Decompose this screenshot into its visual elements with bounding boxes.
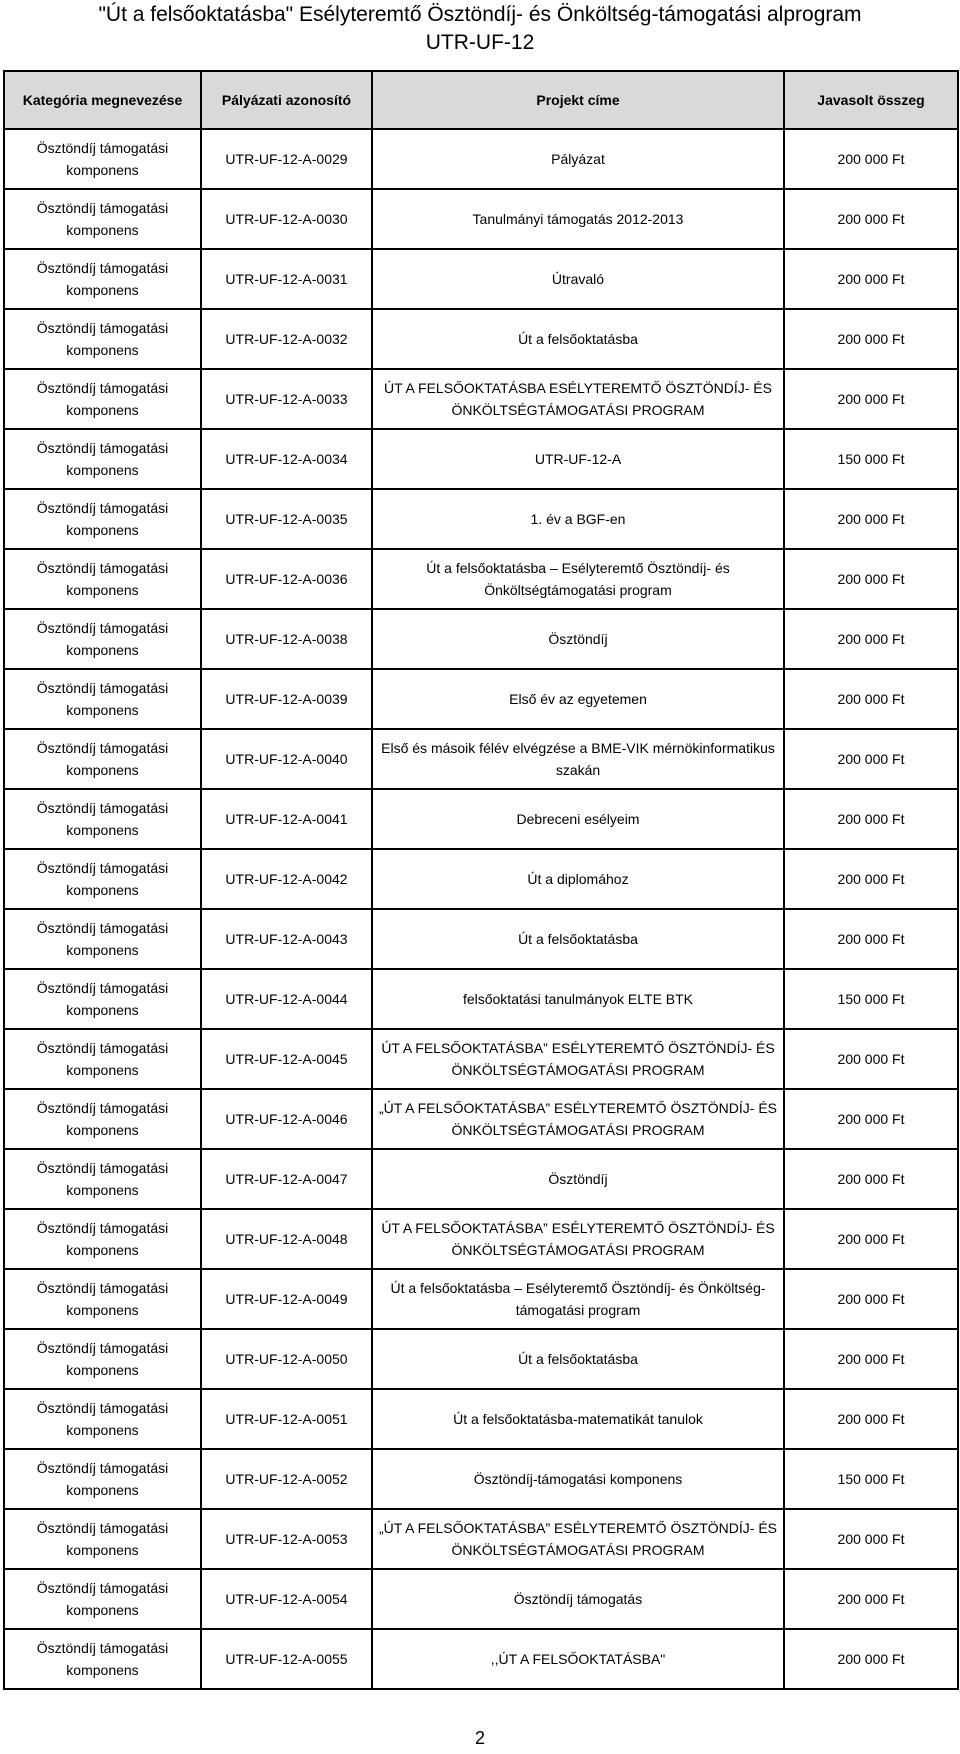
- category-cell: Ösztöndíj támogatási komponens: [4, 1329, 201, 1389]
- table-row: [4, 909, 958, 969]
- table-row: [4, 789, 958, 849]
- id-cell: UTR-UF-12-A-0034: [201, 429, 372, 489]
- column-header-category: Kategória megnevezése: [4, 71, 201, 129]
- table-row: [4, 369, 958, 429]
- title-cell: Út a felsőoktatásba: [372, 1329, 784, 1389]
- category-cell: Ösztöndíj támogatási komponens: [4, 1569, 201, 1629]
- grant-table: [3, 70, 959, 1690]
- title-cell: felsőoktatási tanulmányok ELTE BTK: [372, 969, 784, 1029]
- title-cell: Tanulmányi támogatás 2012-2013: [372, 189, 784, 249]
- category-cell: Ösztöndíj támogatási komponens: [4, 1029, 201, 1089]
- title-cell: Pályázat: [372, 129, 784, 189]
- id-cell: UTR-UF-12-A-0051: [201, 1389, 372, 1449]
- amount-cell: 200 000 Ft: [784, 129, 958, 189]
- amount-cell: 200 000 Ft: [784, 189, 958, 249]
- table-row: [4, 1209, 958, 1269]
- amount-cell: 200 000 Ft: [784, 909, 958, 969]
- document-subtitle: UTR-UF-12: [425, 31, 535, 54]
- title-cell: Első és másoik félév elvégzése a BME-VIK mérnökinformatikus szakán: [372, 729, 784, 789]
- title-cell: Út a felsőoktatásba: [372, 909, 784, 969]
- table-row: [4, 609, 958, 669]
- column-header-amount: Javasolt összeg: [784, 71, 958, 129]
- title-cell: „ÚT A FELSŐOKTATÁSBA” ESÉLYTEREMTŐ ÖSZTÖNDÍJ- ÉS ÖNKÖLTSÉGTÁMOGATÁSI PROGRAM: [372, 1089, 784, 1149]
- category-cell: Ösztöndíj támogatási komponens: [4, 909, 201, 969]
- table-row: [4, 309, 958, 369]
- id-cell: UTR-UF-12-A-0053: [201, 1509, 372, 1569]
- page-number: 2: [474, 1728, 485, 1748]
- amount-cell: 200 000 Ft: [784, 1569, 958, 1629]
- category-cell: Ösztöndíj támogatási komponens: [4, 1509, 201, 1569]
- table-row: [4, 969, 958, 1029]
- id-cell: UTR-UF-12-A-0044: [201, 969, 372, 1029]
- amount-cell: 200 000 Ft: [784, 1149, 958, 1209]
- category-cell: Ösztöndíj támogatási komponens: [4, 369, 201, 429]
- title-cell: ÚT A FELSŐOKTATÁSBA ESÉLYTEREMTŐ ÖSZTÖNDÍJ- ÉS ÖNKÖLTSÉGTÁMOGATÁSI PROGRAM: [372, 369, 784, 429]
- amount-cell: 150 000 Ft: [784, 969, 958, 1029]
- amount-cell: 150 000 Ft: [784, 1449, 958, 1509]
- category-cell: Ösztöndíj támogatási komponens: [4, 969, 201, 1029]
- category-cell: Ösztöndíj támogatási komponens: [4, 309, 201, 369]
- column-header-title: Projekt címe: [372, 71, 784, 129]
- category-cell: Ösztöndíj támogatási komponens: [4, 789, 201, 849]
- id-cell: UTR-UF-12-A-0052: [201, 1449, 372, 1509]
- table-row: [4, 849, 958, 909]
- amount-cell: 200 000 Ft: [784, 669, 958, 729]
- title-cell: 1. év a BGF-en: [372, 489, 784, 549]
- title-cell: Ösztöndíj: [372, 1149, 784, 1209]
- id-cell: UTR-UF-12-A-0048: [201, 1209, 372, 1269]
- table-row: [4, 1509, 958, 1569]
- table-row: [4, 669, 958, 729]
- amount-cell: 200 000 Ft: [784, 489, 958, 549]
- category-cell: Ösztöndíj támogatási komponens: [4, 609, 201, 669]
- amount-cell: 200 000 Ft: [784, 609, 958, 669]
- amount-cell: 200 000 Ft: [784, 1209, 958, 1269]
- amount-cell: 200 000 Ft: [784, 1029, 958, 1089]
- table-body: [4, 129, 958, 1689]
- title-cell: Út a felsőoktatásba – Esélyteremtő Ösztöndíj- és Önköltség-támogatási program: [372, 1269, 784, 1329]
- table-row: [4, 129, 958, 189]
- table-header: [4, 71, 958, 129]
- category-cell: Ösztöndíj támogatási komponens: [4, 1209, 201, 1269]
- amount-cell: 200 000 Ft: [784, 1089, 958, 1149]
- amount-cell: 150 000 Ft: [784, 429, 958, 489]
- category-cell: Ösztöndíj támogatási komponens: [4, 249, 201, 309]
- amount-cell: 200 000 Ft: [784, 1269, 958, 1329]
- category-cell: Ösztöndíj támogatási komponens: [4, 729, 201, 789]
- category-cell: Ösztöndíj támogatási komponens: [4, 1089, 201, 1149]
- title-cell: Debreceni esélyeim: [372, 789, 784, 849]
- category-cell: Ösztöndíj támogatási komponens: [4, 1149, 201, 1209]
- id-cell: UTR-UF-12-A-0033: [201, 369, 372, 429]
- id-cell: UTR-UF-12-A-0032: [201, 309, 372, 369]
- id-cell: UTR-UF-12-A-0043: [201, 909, 372, 969]
- id-cell: UTR-UF-12-A-0041: [201, 789, 372, 849]
- table-row: [4, 1089, 958, 1149]
- id-cell: UTR-UF-12-A-0029: [201, 129, 372, 189]
- document-title: "Út a felsőoktatásba" Esélyteremtő Ösztöndíj- és Önköltség-támogatási alprogram: [98, 3, 862, 26]
- table-row: [4, 729, 958, 789]
- category-cell: Ösztöndíj támogatási komponens: [4, 549, 201, 609]
- table-row: [4, 489, 958, 549]
- amount-cell: 200 000 Ft: [784, 849, 958, 909]
- amount-cell: 200 000 Ft: [784, 789, 958, 849]
- category-cell: Ösztöndíj támogatási komponens: [4, 1449, 201, 1509]
- amount-cell: 200 000 Ft: [784, 729, 958, 789]
- id-cell: UTR-UF-12-A-0040: [201, 729, 372, 789]
- category-cell: Ösztöndíj támogatási komponens: [4, 189, 201, 249]
- table-row: [4, 1569, 958, 1629]
- amount-cell: 200 000 Ft: [784, 249, 958, 309]
- amount-cell: 200 000 Ft: [784, 1329, 958, 1389]
- amount-cell: 200 000 Ft: [784, 1629, 958, 1689]
- id-cell: UTR-UF-12-A-0038: [201, 609, 372, 669]
- amount-cell: 200 000 Ft: [784, 1389, 958, 1449]
- title-cell: ÚT A FELSŐOKTATÁSBA” ESÉLYTEREMTŐ ÖSZTÖNDÍJ- ÉS ÖNKÖLTSÉGTÁMOGATÁSI PROGRAM: [372, 1209, 784, 1269]
- id-cell: UTR-UF-12-A-0036: [201, 549, 372, 609]
- column-header-id: Pályázati azonosító: [201, 71, 372, 129]
- title-cell: Ösztöndíj: [372, 609, 784, 669]
- table-row: [4, 189, 958, 249]
- title-cell: Út a felsőoktatásba: [372, 309, 784, 369]
- category-cell: Ösztöndíj támogatási komponens: [4, 1629, 201, 1689]
- category-cell: Ösztöndíj támogatási komponens: [4, 849, 201, 909]
- title-cell: Út a diplomához: [372, 849, 784, 909]
- table-row: [4, 1449, 958, 1509]
- id-cell: UTR-UF-12-A-0039: [201, 669, 372, 729]
- id-cell: UTR-UF-12-A-0031: [201, 249, 372, 309]
- title-cell: ÚT A FELSŐOKTATÁSBA” ESÉLYTEREMTŐ ÖSZTÖNDÍJ- ÉS ÖNKÖLTSÉGTÁMOGATÁSI PROGRAM: [372, 1029, 784, 1089]
- title-cell: Ösztöndíj-támogatási komponens: [372, 1449, 784, 1509]
- table-row: [4, 1029, 958, 1089]
- table-row: [4, 1389, 958, 1449]
- table-row: [4, 249, 958, 309]
- category-cell: Ösztöndíj támogatási komponens: [4, 1269, 201, 1329]
- amount-cell: 200 000 Ft: [784, 369, 958, 429]
- table-row: [4, 549, 958, 609]
- category-cell: Ösztöndíj támogatási komponens: [4, 429, 201, 489]
- title-cell: Út a felsőoktatásba – Esélyteremtő Ösztöndíj- és Önköltségtámogatási program: [372, 549, 784, 609]
- id-cell: UTR-UF-12-A-0030: [201, 189, 372, 249]
- category-cell: Ösztöndíj támogatási komponens: [4, 1389, 201, 1449]
- table-row: [4, 1269, 958, 1329]
- id-cell: UTR-UF-12-A-0055: [201, 1629, 372, 1689]
- amount-cell: 200 000 Ft: [784, 309, 958, 369]
- table-row: [4, 1629, 958, 1689]
- amount-cell: 200 000 Ft: [784, 549, 958, 609]
- id-cell: UTR-UF-12-A-0035: [201, 489, 372, 549]
- category-cell: Ösztöndíj támogatási komponens: [4, 669, 201, 729]
- amount-cell: 200 000 Ft: [784, 1509, 958, 1569]
- id-cell: UTR-UF-12-A-0047: [201, 1149, 372, 1209]
- header-row: [4, 71, 958, 129]
- id-cell: UTR-UF-12-A-0042: [201, 849, 372, 909]
- title-cell: Út a felsőoktatásba-matematikát tanulok: [372, 1389, 784, 1449]
- title-cell: Útravaló: [372, 249, 784, 309]
- title-cell: ,,ÚT A FELSŐOKTATÁSBA": [372, 1629, 784, 1689]
- id-cell: UTR-UF-12-A-0046: [201, 1089, 372, 1149]
- title-cell: UTR-UF-12-A: [372, 429, 784, 489]
- id-cell: UTR-UF-12-A-0049: [201, 1269, 372, 1329]
- id-cell: UTR-UF-12-A-0045: [201, 1029, 372, 1089]
- title-cell: „ÚT A FELSŐOKTATÁSBA” ESÉLYTEREMTŐ ÖSZTÖNDÍJ- ÉS ÖNKÖLTSÉGTÁMOGATÁSI PROGRAM: [372, 1509, 784, 1569]
- title-cell: Ösztöndíj támogatás: [372, 1569, 784, 1629]
- table-row: [4, 1329, 958, 1389]
- id-cell: UTR-UF-12-A-0050: [201, 1329, 372, 1389]
- category-cell: Ösztöndíj támogatási komponens: [4, 129, 201, 189]
- category-cell: Ösztöndíj támogatási komponens: [4, 489, 201, 549]
- title-cell: Első év az egyetemen: [372, 669, 784, 729]
- table-row: [4, 429, 958, 489]
- table-row: [4, 1149, 958, 1209]
- id-cell: UTR-UF-12-A-0054: [201, 1569, 372, 1629]
